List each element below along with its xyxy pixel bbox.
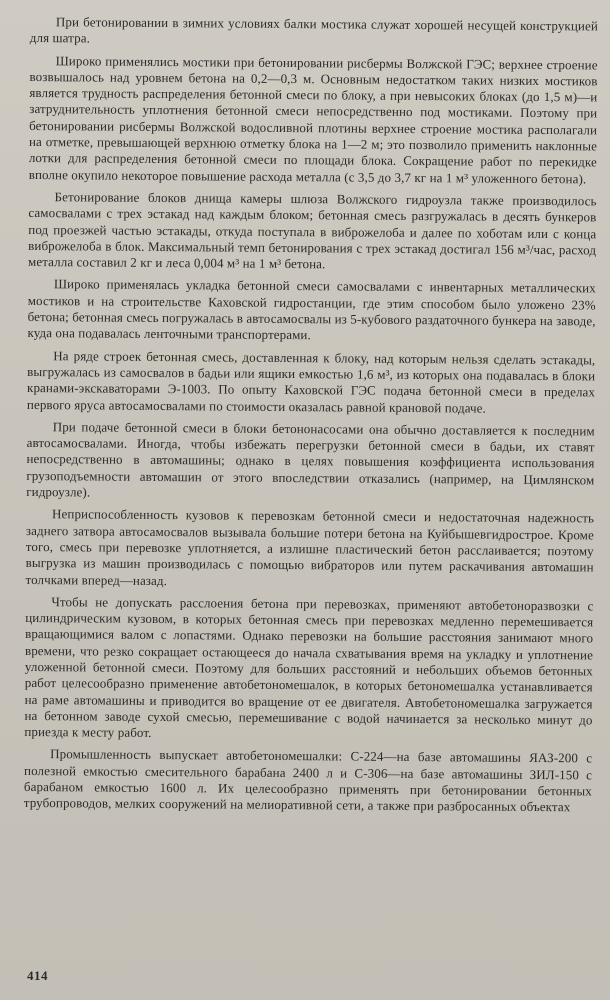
paragraph: Неприспособленность кузовов к перевозкам бетонной смеси и недостаточная надежность заднего затвора автосамосвалов вызывала большие потери бетона на Куйбышевгидрострое. Кроме того, смесь при перевозке уплотняется, а излишне пластический бетон расслаивается; поэтому выгрузка из машин производилась с помощью вибраторов или путем раскачивания автомашин толчками вперед—назад. — [25, 506, 595, 588]
page-number: 414 — [27, 968, 48, 983]
paragraph: Широко применялась укладка бетонной смеси самосвалами с инвентарных металлических мостиков и на строительстве Каховской гидростанции, где этим способом было уложено 23% бетона; бетонная смесь погружалась в автосамосвалы из 5-кубового раздаточного бункера на заводе, куда она подавалась ленточными транспортерами. — [27, 276, 596, 343]
paragraph: Бетонирование блоков днища камеры шлюза Волжского гидроузла также производилось самосвалами с трех эстакад над каждым блоком; бетонная смесь разгружалась в десять бункеров под проезжей частью эстакады, откуда поступала в виброжелоба и далее по хоботам или с конца виброжелоба в блок. Максимальный темп бетонирования с трех эстакад достигал 156 м³/час, расход металла составил 2 кг и леса 0,004 м³ на 1 м³ бетона. — [27, 189, 597, 272]
paragraph: Промышленность выпускает автобетономешалки: С-224—на базе автомашины ЯАЗ-200 с полезной емкостью смесительного барабана 2400 л и С-306—на базе автомашины ЗИЛ-150 с барабаном емкостью 1600 л. Их целесообразно применять при бетонировании бетонных трубопроводов, мелких сооружений на мелиоративной сети, а также при разбросанных объектах — [23, 746, 593, 815]
paragraph: На ряде строек бетонная смесь, доставленная к блоку, над которым нельзя сделать эстакады, выгружалась из самосвалов в бадьи или ящики емкостью 1,6 м³, из которых она подавалась в блоки кранами-экскаваторами Э-1003. По опыту Каховской ГЭС подача бетонной смеси в пределах первого яруса автосамосвалами по стоимости оказалась равной крановой подаче. — [26, 347, 596, 416]
body-text — [24, 14, 598, 816]
paragraph: При подаче бетонной смеси в блоки бетононасосами она обычно доставляется к последним автосамосвалами. Иногда, чтобы избежать перегрузки бетонной смеси в бадьи, их ставят непосредственно в автомашины; однако в целях повышения коэффициента использования грузоподъемности автомашин от этого впоследствии отказались (например, на Цимлянском гидроузле). — [26, 419, 595, 500]
paragraph: При бетонировании в зимних условиях балки мостика служат хорошей несущей конструкцией для шатра. — [29, 14, 598, 46]
paragraph: Чтобы не допускать расслоения бетона при перевозках, применяют автобетоноразвозки с цилиндрическим кузовом, в которых бетонная смесь при перевозках медленно перемешивается вращающимися валом с лопастями. Однако перевозки на большие расстояния занимают много времени, что резко сокращает остающееся до начала схватывания время на укладку и уплотнение уложенной бетонной смеси. Поэтому для больших расстояний и небольших объемов бетонных работ целесообразно применение автобетономешалок, в которых бетономешалка устанавливается на раме автомашины и приводится во вращение от ее двигателя. Автобетономешалка загружается на бетонном заводе сухой смесью, перемешивание с водой начинается за несколько минут до приезда к месту работ. — [24, 593, 594, 741]
paragraph: Широко применялись мостики при бетонировании рисбермы Волжской ГЭС; верхнее строение возвышалось над уровнем бетона на 0,2—0,3 м. Основным недостатком таких низких мостиков является трудность распределения бетонной смеси по блоку, а при невысоких блоках (до 1,5 м)—и затруднительность уплотнения бетонной смеси непосредственно под мостиками. Поэтому при бетонировании рисбермы Волжской водосливной плотины верхнее строение мостика располагали на отметке, превышающей верхнюю отметку блока на 1—2 м; это позволило применить наклонные лотки для распределения бетонной смеси по площади блока. Сокращение работ по перекидке вполне окупило некоторое повышение расхода металла (с 3,5 до 3,7 кг на 1 м³ уложенного бетона). — [28, 52, 598, 187]
